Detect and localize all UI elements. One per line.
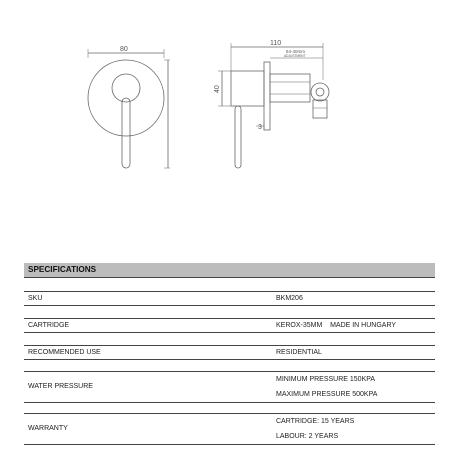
adjustment-label: 64-40mm (286, 49, 306, 54)
spec-value-secondary: MAXIMUM PRESSURE 500KPA (276, 391, 378, 398)
spec-row-sku (24, 291, 435, 306)
spec-row-cartridge (24, 318, 435, 333)
spec-value: CARTRIDGE: 15 YEARS (276, 418, 355, 425)
spec-label: WATER PRESSURE (28, 383, 93, 390)
spec-value: MINIMUM PRESSURE 150KPA (276, 376, 376, 383)
spec-value: RESIDENTIAL (276, 349, 322, 356)
specifications-table (24, 263, 435, 440)
spec-label: WARRANTY (28, 425, 68, 432)
offset-label: 3 (258, 124, 262, 131)
spec-label: CARTRIDGE (28, 322, 70, 329)
spec-value: BKM206 (276, 295, 303, 302)
front-width-label: 80 (120, 46, 128, 53)
side-view (218, 43, 329, 168)
spec-value-secondary: LABOUR: 2 YEARS (276, 433, 339, 440)
spec-label: SKU (28, 295, 43, 302)
spec-row-water-pressure (24, 371, 435, 403)
front-view (88, 49, 170, 168)
height-label: 40 (214, 85, 221, 93)
spec-row-recommended-use (24, 345, 435, 360)
spec-label: RECOMMENDED USE (28, 349, 101, 356)
adjustment-note: ADJUSTMENT (284, 54, 306, 58)
spec-value: KEROX-35MM MADE IN HUNGARY (276, 322, 397, 329)
side-length-label: 110 (270, 40, 282, 47)
spec-row-warranty (24, 413, 435, 445)
specifications-title: SPECIFICATIONS (24, 263, 435, 278)
